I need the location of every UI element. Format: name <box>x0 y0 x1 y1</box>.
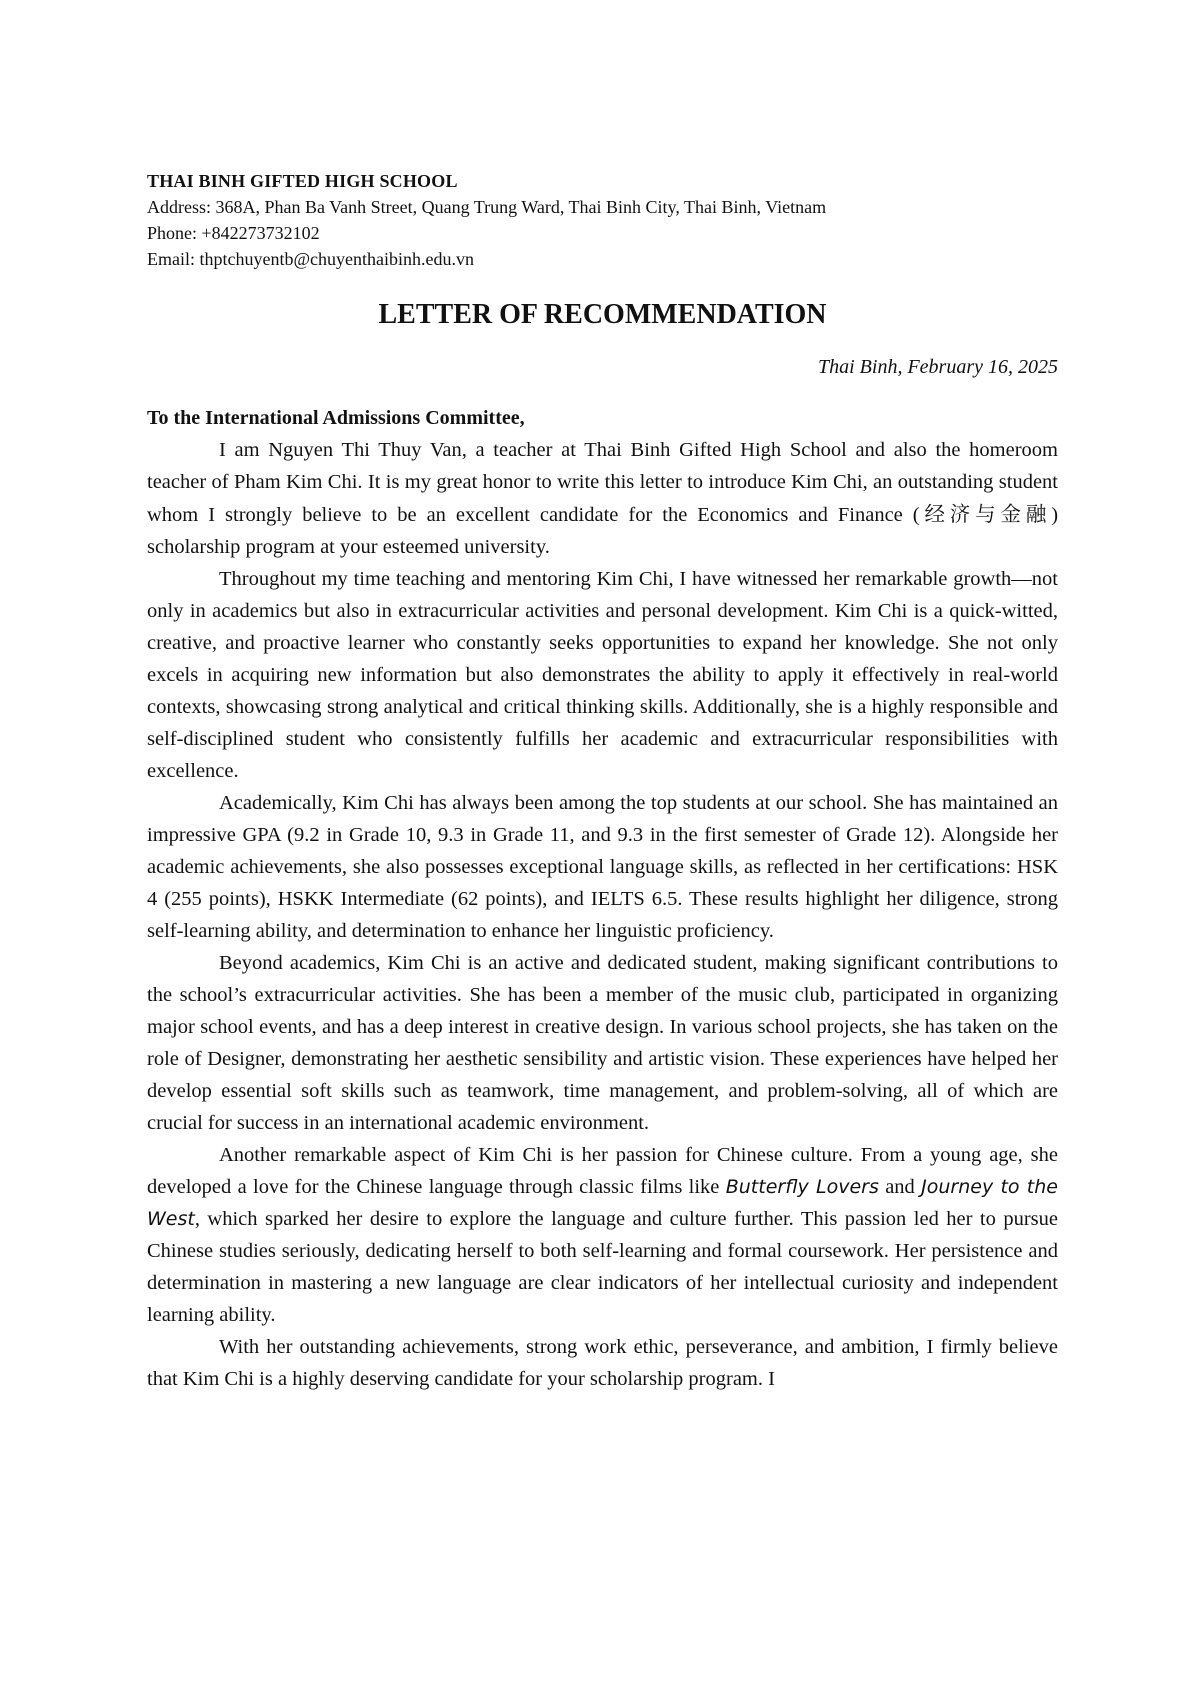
school-phone: Phone: +842273732102 <box>147 223 320 243</box>
paragraph-chinese-culture <box>147 1139 1058 1331</box>
paragraph-extracurricular: Beyond academics, Kim Chi is an active and dedicated student, making significant contributions to the school’s extracurricular activities. She has been a member of the music club, participated in organizing major school events, and has a deep interest in creative design. In various school projects, she has taken on the role of Designer, demonstrating her aesthetic sensibility and artistic vision. These experiences have helped her develop essential soft skills such as teamwork, time management, and problem-solving, all of which are crucial for success in an international academic environment. <box>147 952 1058 1134</box>
school-address: Address: 368A, Phan Ba Vanh Street, Quang Trung Ward, Thai Binh City, Thai Binh, Vietnam <box>147 197 827 217</box>
letter-date: Thai Binh, February 16, 2025 <box>818 356 1058 378</box>
film-title-journey-to-the-west: Journey to the West <box>147 1176 1058 1230</box>
letter-title: LETTER OF RECOMMENDATION <box>378 299 827 330</box>
paragraph-growth: Throughout my time teaching and mentoring Kim Chi, I have witnessed her remarkable growth—not only in academics but also in extracurricular activities and personal development. Kim Chi is a quick-witted, creative, and proactive learner who constantly seeks opportunities to expand her knowledge. She not only excels in acquiring new information but also demonstrates the ability to apply it effectively in real-world contexts, showcasing strong analytical and critical thinking skills. Additionally, she is a highly responsible and self-disciplined student who consistently fulfills her academic and extracurricular responsibilities with excellence. <box>147 568 1058 782</box>
paragraph-introduction <box>147 434 1058 563</box>
paragraph-introduction-end: ) scholarship program at your esteemed university. <box>147 504 1059 558</box>
paragraph-chinese-culture-text: Another remarkable aspect of Kim Chi is her passion for Chinese culture. From a young age, she developed a love for the Chinese language through classic films like <box>147 1144 1058 1198</box>
letterhead <box>147 168 1058 272</box>
film-title-butterfly-lovers: Butterfly Lovers <box>725 1176 879 1198</box>
paragraph-chinese-culture-and: and <box>878 1176 922 1198</box>
program-name-chinese: 经济与金融 <box>919 502 1052 526</box>
school-name: THAI BINH GIFTED HIGH SCHOOL <box>147 171 458 191</box>
salutation: To the International Admissions Committee, <box>147 407 525 429</box>
paragraph-chinese-culture-end: , which sparked her desire to explore the language and culture further. This passion led her to pursue Chinese studies seriously, dedicating herself to both self-learning and formal coursework. Her persistence and determination in mastering a new language are clear indicators of her intellectual curiosity and independent learning ability. <box>147 1208 1058 1326</box>
paragraph-conclusion: With her outstanding achievements, strong work ethic, perseverance, and ambition, I firmly believe that Kim Chi is a highly deserving candidate for your scholarship program. I <box>147 1336 1058 1390</box>
school-email: Email: thptchuyentb@chuyenthaibinh.edu.vn <box>147 249 475 269</box>
paragraph-introduction-text: I am Nguyen Thi Thuy Van, a teacher at Thai Binh Gifted High School and also the homeroom teacher of Pham Kim Chi. It is my great honor to write this letter to introduce Kim Chi, an outstanding student whom I strongly believe to be an excellent candidate for the Economics and Finance ( <box>147 439 1058 526</box>
paragraph-academics: Academically, Kim Chi has always been among the top students at our school. She has maintained an impressive GPA (9.2 in Grade 10, 9.3 in Grade 11, and 9.3 in the first semester of Grade 12). Alongside her academic achievements, she also possesses exceptional language skills, as reflected in her certifications: HSK 4 (255 points), HSKK Intermediate (62 points), and IELTS 6.5. These results highlight her diligence, strong self-learning ability, and determination to enhance her linguistic proficiency. <box>147 792 1058 942</box>
letter-page <box>147 168 1058 1395</box>
